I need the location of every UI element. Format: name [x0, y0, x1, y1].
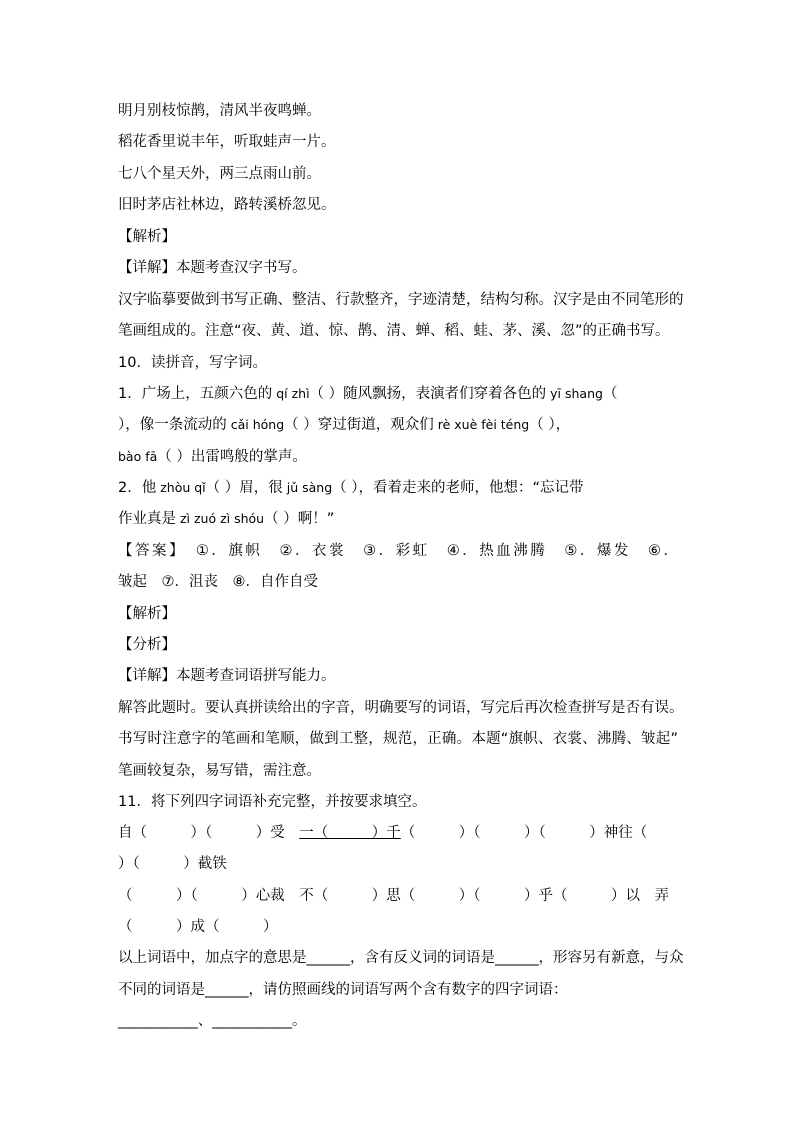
q9-paragraph-line-2: 笔画组成的。注意“夜、黄、道、惊、鹊、清、蝉、稻、蛙、茅、溪、忽”的正确书写。 [118, 323, 670, 339]
answer-blank[interactable]: （ ）， [529, 417, 571, 433]
text: 啊！” [297, 511, 335, 527]
idiom-blank[interactable]: 自（ ）（ ）受 [118, 825, 285, 841]
q10-sentence-1-line-2 [118, 416, 678, 434]
q9-detail: 【详解】本题考查汉字书写。 [118, 260, 307, 276]
q10-fenxi-heading: 【分析】 [118, 637, 176, 653]
pinyin: bào fā [118, 449, 158, 464]
q11-idiom-row-4[interactable]: （ ）成（ ） [118, 919, 278, 935]
text: 穿过街道，观众们 [317, 417, 434, 433]
text: 作业真是 [118, 511, 176, 527]
q9-jiexi-heading: 【解析】 [118, 229, 176, 245]
q10-sentence-1-line-1 [118, 385, 678, 403]
q10-jiexi-heading: 【解析】 [118, 606, 176, 622]
text: 1．广场上，五颜六色的 [118, 386, 273, 402]
answer-blank[interactable]: （ [602, 386, 618, 402]
q11-idiom-row-3[interactable]: （ ）（ ）心裁 不（ ）思（ ）（ ）乎（ ）以 弄 [118, 888, 669, 904]
pinyin: zì zuó zì shóu [176, 511, 265, 526]
poem-line-3: 七八个星天外，两三点雨山前。 [118, 166, 321, 182]
underlined-idiom[interactable]: 一（ ）千 [299, 825, 401, 841]
pinyin: jǔ sàng [282, 480, 333, 495]
q10-paragraph-line-3: 笔画较复杂，易写错，需注意。 [118, 763, 321, 779]
pinyin: qí zhì [272, 386, 310, 401]
q10-title: 10．读拼音，写字词。 [118, 355, 267, 371]
poem-line-2: 稻花香里说丰年，听取蛙声一片。 [118, 134, 336, 150]
poem-line-4: 旧时茅店社林边，路转溪桥忽见。 [118, 197, 336, 213]
pinyin: rè xuè fèi téng [433, 417, 530, 432]
q11-idiom-row-1 [118, 824, 678, 842]
pinyin: yī shang [546, 386, 603, 401]
q11-question-line-2: 不同的词语是______，请仿照画线的词语写两个含有数字的四字词语： [118, 982, 568, 998]
q10-sentence-2-line-2 [118, 510, 678, 528]
q11-answer-blanks[interactable]: ___________、___________。 [118, 1013, 307, 1029]
text: ，看着走来的老师，他想：“忘记带 [358, 480, 584, 496]
answer-blank[interactable]: （ ） [264, 511, 298, 527]
answer-blank[interactable]: （ ） [157, 449, 191, 465]
q10-sentence-1-line-3 [118, 448, 678, 466]
q11-title: 11．将下列四字词语补充完整，并按要求填空。 [118, 794, 427, 810]
poem-line-1: 明月别枝惊鹊，清风半夜鸣蝉。 [118, 103, 321, 119]
q10-detail: 【详解】本题考查词语拼写能力。 [118, 668, 336, 684]
answer-blank[interactable]: （ ） [309, 386, 344, 402]
pinyin: cǎi hóng [226, 417, 285, 432]
q10-answer-line-1: 【答案】 ①．旗帜 ②．衣裳 ③．彩虹 ④．热血沸腾 ⑤．爆发 ⑥． [118, 543, 678, 559]
pinyin: zhòu qǐ [156, 480, 206, 495]
q9-paragraph-line-1: 汉字临摹要做到书写正确、整洁、行款整齐，字迹清楚，结构匀称。汉字是由不同笔形的 [118, 292, 684, 308]
q10-paragraph-line-1: 解答此题时。要认真拼读给出的字音，明确要写的词语，写完后再次检查拼写是否有误。 [118, 700, 684, 716]
text: 出雷鸣般的掌声。 [190, 449, 307, 465]
q11-question-line-1: 以上词语中，加点字的意思是______，含有反义词的词语是______，形容另有新意，与众 [118, 950, 684, 966]
q11-idiom-row-2[interactable]: ）（ ）截铁 [118, 856, 227, 872]
text: 随风飘扬，表演者们穿着各色的 [343, 386, 547, 402]
text: 眉，很 [239, 480, 283, 496]
text: ），像一条流动的 [118, 417, 227, 433]
q10-answer-line-2: 皱起 ⑦．沮丧 ⑧．自作自受 [118, 574, 318, 590]
text: 2．他 [118, 480, 157, 496]
answer-blank[interactable]: （ ） [205, 480, 240, 496]
q10-paragraph-line-2: 书写时注意字的笔画和笔顺，做到工整，规范，正确。本题“旗帜、衣裳、沸腾、皱起” [118, 731, 678, 747]
idiom-blank[interactable]: （ ）（ ）（ ）神往（ [400, 825, 648, 841]
answer-blank[interactable]: （ ） [332, 480, 359, 496]
answer-blank[interactable]: （ ） [284, 417, 318, 433]
q10-sentence-2-line-1 [118, 479, 678, 497]
